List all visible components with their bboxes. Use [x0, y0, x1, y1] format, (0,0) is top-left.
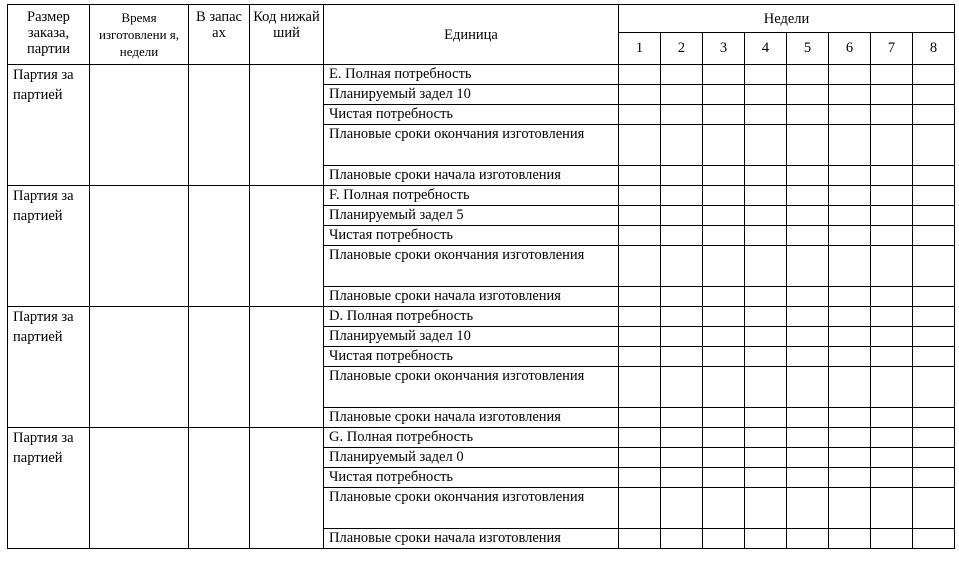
week-value-cell	[703, 226, 745, 246]
week-value-cell	[619, 206, 661, 226]
on-hand-cell	[189, 307, 250, 428]
week-value-cell	[913, 529, 955, 549]
week-value-cell	[661, 428, 703, 448]
week-value-cell	[829, 347, 871, 367]
week-value-cell	[661, 408, 703, 428]
week-value-cell	[871, 65, 913, 85]
week-value-cell	[871, 246, 913, 287]
lot-policy-cell: Партия за партией	[8, 307, 90, 428]
lead-time-cell	[90, 307, 189, 428]
week-value-cell	[787, 428, 829, 448]
week-value-cell	[619, 287, 661, 307]
week-number: 1	[619, 33, 661, 65]
unit-row-label: Планируемый задел 10	[324, 85, 619, 105]
lot-policy-cell: Партия за партией	[8, 428, 90, 549]
unit-row-label: D. Полная потребность	[324, 307, 619, 327]
week-value-cell	[703, 468, 745, 488]
week-value-cell	[787, 226, 829, 246]
week-value-cell	[829, 488, 871, 529]
week-value-cell	[787, 85, 829, 105]
week-value-cell	[871, 428, 913, 448]
week-value-cell	[829, 307, 871, 327]
week-value-cell	[829, 166, 871, 186]
unit-row-label: F. Полная потребность	[324, 186, 619, 206]
week-value-cell	[745, 468, 787, 488]
week-number: 7	[871, 33, 913, 65]
week-value-cell	[661, 529, 703, 549]
week-value-cell	[913, 347, 955, 367]
week-value-cell	[745, 65, 787, 85]
week-value-cell	[829, 367, 871, 408]
unit-row-label: Планируемый задел 10	[324, 327, 619, 347]
week-value-cell	[661, 105, 703, 125]
week-value-cell	[787, 529, 829, 549]
week-value-cell	[703, 125, 745, 166]
week-value-cell	[913, 287, 955, 307]
week-value-cell	[745, 246, 787, 287]
week-number: 8	[913, 33, 955, 65]
week-value-cell	[871, 327, 913, 347]
week-value-cell	[703, 347, 745, 367]
week-number: 2	[661, 33, 703, 65]
week-value-cell	[703, 105, 745, 125]
on-hand-cell	[189, 428, 250, 549]
week-value-cell	[661, 448, 703, 468]
unit-row-label: G. Полная потребность	[324, 428, 619, 448]
unit-row-label: E. Полная потребность	[324, 65, 619, 85]
week-value-cell	[619, 367, 661, 408]
week-value-cell	[661, 287, 703, 307]
week-value-cell	[745, 347, 787, 367]
week-value-cell	[703, 246, 745, 287]
week-value-cell	[787, 65, 829, 85]
week-value-cell	[745, 488, 787, 529]
header-lead-time: Время изготовлени я, недели	[90, 5, 189, 65]
low-level-code-cell	[250, 186, 324, 307]
week-value-cell	[619, 488, 661, 529]
week-value-cell	[913, 206, 955, 226]
week-value-cell	[829, 287, 871, 307]
week-value-cell	[661, 327, 703, 347]
week-value-cell	[619, 246, 661, 287]
week-value-cell	[913, 307, 955, 327]
header-on-hand: В запас ах	[189, 5, 250, 65]
week-value-cell	[787, 105, 829, 125]
week-value-cell	[619, 186, 661, 206]
week-number: 6	[829, 33, 871, 65]
on-hand-cell	[189, 65, 250, 186]
week-value-cell	[619, 65, 661, 85]
week-value-cell	[871, 307, 913, 327]
unit-row-label: Планируемый задел 0	[324, 448, 619, 468]
week-value-cell	[703, 408, 745, 428]
week-value-cell	[703, 307, 745, 327]
week-value-cell	[703, 65, 745, 85]
unit-row-label: Чистая потребность	[324, 468, 619, 488]
lead-time-cell	[90, 428, 189, 549]
week-value-cell	[661, 246, 703, 287]
week-value-cell	[619, 529, 661, 549]
week-value-cell	[745, 206, 787, 226]
week-value-cell	[913, 85, 955, 105]
week-number: 5	[787, 33, 829, 65]
table-row	[8, 307, 955, 327]
week-value-cell	[913, 327, 955, 347]
week-value-cell	[871, 488, 913, 529]
week-value-cell	[787, 206, 829, 226]
header-lot-size: Размер заказа, партии	[8, 5, 90, 65]
week-value-cell	[871, 408, 913, 428]
unit-row-label: Плановые сроки окончания изготовления	[324, 125, 619, 166]
week-value-cell	[745, 85, 787, 105]
table-row	[8, 186, 955, 206]
week-value-cell	[619, 448, 661, 468]
unit-row-label: Чистая потребность	[324, 226, 619, 246]
week-value-cell	[871, 125, 913, 166]
week-value-cell	[745, 125, 787, 166]
lot-policy-cell: Партия за партией	[8, 186, 90, 307]
week-value-cell	[913, 246, 955, 287]
week-value-cell	[745, 166, 787, 186]
week-value-cell	[661, 125, 703, 166]
lead-time-cell	[90, 65, 189, 186]
week-value-cell	[661, 206, 703, 226]
week-value-cell	[703, 166, 745, 186]
week-value-cell	[703, 287, 745, 307]
week-value-cell	[913, 105, 955, 125]
unit-row-label: Плановые сроки начала изготовления	[324, 408, 619, 428]
lot-policy-cell: Партия за партией	[8, 65, 90, 186]
week-value-cell	[829, 448, 871, 468]
week-value-cell	[787, 448, 829, 468]
week-value-cell	[913, 226, 955, 246]
week-value-cell	[619, 226, 661, 246]
week-value-cell	[829, 327, 871, 347]
week-value-cell	[829, 428, 871, 448]
week-value-cell	[619, 85, 661, 105]
week-value-cell	[703, 448, 745, 468]
week-value-cell	[787, 327, 829, 347]
week-value-cell	[829, 186, 871, 206]
unit-row-label: Плановые сроки окончания изготовления	[324, 246, 619, 287]
week-value-cell	[787, 367, 829, 408]
week-value-cell	[787, 166, 829, 186]
week-value-cell	[913, 166, 955, 186]
week-value-cell	[661, 307, 703, 327]
week-number: 3	[703, 33, 745, 65]
week-value-cell	[745, 186, 787, 206]
week-value-cell	[913, 125, 955, 166]
week-value-cell	[703, 85, 745, 105]
low-level-code-cell	[250, 428, 324, 549]
week-value-cell	[787, 125, 829, 166]
week-value-cell	[787, 408, 829, 428]
week-value-cell	[913, 428, 955, 448]
week-value-cell	[913, 408, 955, 428]
unit-row-label: Плановые сроки окончания изготовления	[324, 367, 619, 408]
week-value-cell	[745, 408, 787, 428]
week-value-cell	[871, 85, 913, 105]
week-value-cell	[661, 226, 703, 246]
header-unit: Единица	[324, 5, 619, 65]
unit-row-label: Чистая потребность	[324, 105, 619, 125]
week-value-cell	[871, 448, 913, 468]
week-value-cell	[829, 408, 871, 428]
week-value-cell	[619, 408, 661, 428]
week-value-cell	[661, 488, 703, 529]
unit-row-label: Планируемый задел 5	[324, 206, 619, 226]
week-value-cell	[619, 468, 661, 488]
week-value-cell	[787, 186, 829, 206]
header-low-level-code: Код нижай ший	[250, 5, 324, 65]
week-value-cell	[829, 529, 871, 549]
week-value-cell	[703, 428, 745, 448]
week-value-cell	[913, 65, 955, 85]
unit-row-label: Плановые сроки начала изготовления	[324, 287, 619, 307]
week-value-cell	[829, 468, 871, 488]
on-hand-cell	[189, 186, 250, 307]
week-value-cell	[703, 186, 745, 206]
week-value-cell	[913, 186, 955, 206]
week-value-cell	[871, 226, 913, 246]
week-number: 4	[745, 33, 787, 65]
week-value-cell	[619, 125, 661, 166]
week-value-cell	[871, 367, 913, 408]
week-value-cell	[829, 206, 871, 226]
table-header	[8, 5, 955, 65]
week-value-cell	[703, 206, 745, 226]
week-value-cell	[619, 428, 661, 448]
week-value-cell	[745, 529, 787, 549]
week-value-cell	[829, 125, 871, 166]
week-value-cell	[745, 226, 787, 246]
low-level-code-cell	[250, 65, 324, 186]
week-value-cell	[871, 186, 913, 206]
week-value-cell	[745, 307, 787, 327]
week-value-cell	[745, 287, 787, 307]
low-level-code-cell	[250, 307, 324, 428]
week-value-cell	[745, 428, 787, 448]
week-value-cell	[787, 307, 829, 327]
week-value-cell	[661, 468, 703, 488]
mrp-table	[7, 4, 955, 549]
week-value-cell	[745, 367, 787, 408]
week-value-cell	[619, 166, 661, 186]
unit-row-label: Плановые сроки начала изготовления	[324, 166, 619, 186]
week-value-cell	[703, 488, 745, 529]
unit-row-label: Плановые сроки окончания изготовления	[324, 488, 619, 529]
unit-row-label: Чистая потребность	[324, 347, 619, 367]
week-value-cell	[829, 65, 871, 85]
week-value-cell	[619, 307, 661, 327]
unit-row-label: Плановые сроки начала изготовления	[324, 529, 619, 549]
table-row	[8, 65, 955, 85]
week-value-cell	[787, 488, 829, 529]
table-row	[8, 428, 955, 448]
week-value-cell	[829, 85, 871, 105]
week-value-cell	[787, 287, 829, 307]
week-value-cell	[829, 246, 871, 287]
week-value-cell	[619, 327, 661, 347]
week-value-cell	[913, 448, 955, 468]
week-value-cell	[829, 226, 871, 246]
week-value-cell	[829, 105, 871, 125]
week-value-cell	[787, 347, 829, 367]
week-value-cell	[661, 166, 703, 186]
week-value-cell	[661, 186, 703, 206]
week-value-cell	[871, 529, 913, 549]
week-value-cell	[787, 246, 829, 287]
week-value-cell	[661, 347, 703, 367]
week-value-cell	[703, 367, 745, 408]
week-value-cell	[871, 105, 913, 125]
table-body	[8, 65, 955, 549]
week-value-cell	[745, 327, 787, 347]
week-value-cell	[913, 488, 955, 529]
week-value-cell	[661, 85, 703, 105]
week-value-cell	[703, 529, 745, 549]
week-value-cell	[619, 347, 661, 367]
week-value-cell	[871, 166, 913, 186]
week-value-cell	[745, 105, 787, 125]
week-value-cell	[913, 367, 955, 408]
week-value-cell	[661, 65, 703, 85]
week-value-cell	[661, 367, 703, 408]
week-value-cell	[913, 468, 955, 488]
week-value-cell	[871, 206, 913, 226]
week-value-cell	[871, 287, 913, 307]
week-value-cell	[871, 468, 913, 488]
week-value-cell	[787, 468, 829, 488]
week-value-cell	[871, 347, 913, 367]
week-value-cell	[703, 327, 745, 347]
week-value-cell	[619, 105, 661, 125]
week-value-cell	[745, 448, 787, 468]
header-weeks: Недели	[619, 5, 955, 33]
lead-time-cell	[90, 186, 189, 307]
